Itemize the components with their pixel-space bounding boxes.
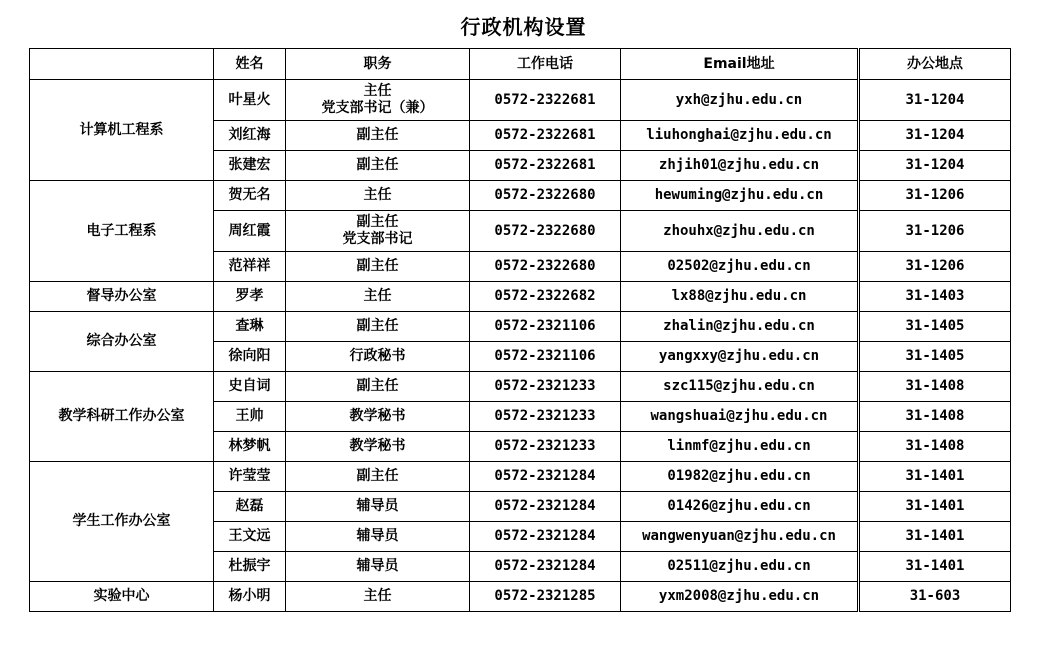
email-cell: 02511@zjhu.edu.cn bbox=[621, 552, 859, 582]
table-row bbox=[30, 372, 1011, 402]
email-cell: yangxxy@zjhu.edu.cn bbox=[621, 342, 859, 372]
table-row bbox=[30, 582, 1011, 612]
phone-cell: 0572-2321284 bbox=[470, 492, 621, 522]
header-name: 姓名 bbox=[214, 49, 286, 80]
role-secondary-text: 党支部书记（兼） bbox=[321, 100, 434, 116]
name-cell: 查琳 bbox=[214, 312, 286, 342]
role-cell bbox=[286, 462, 470, 492]
header-office: 办公地点 bbox=[859, 49, 1011, 80]
name-cell: 王帅 bbox=[214, 402, 286, 432]
email-cell: 02502@zjhu.edu.cn bbox=[621, 252, 859, 282]
name-cell: 林梦帆 bbox=[214, 432, 286, 462]
name-cell: 刘红海 bbox=[214, 121, 286, 151]
email-cell: wangshuai@zjhu.edu.cn bbox=[621, 402, 859, 432]
phone-cell: 0572-2321284 bbox=[470, 522, 621, 552]
office-cell: 31-1401 bbox=[859, 522, 1011, 552]
role-text: 主任 bbox=[363, 187, 392, 203]
page-title: 行政机构设置 bbox=[460, 15, 587, 39]
phone-cell: 0572-2322680 bbox=[470, 181, 621, 211]
email-cell: yxm2008@zjhu.edu.cn bbox=[621, 582, 859, 612]
office-cell: 31-1401 bbox=[859, 462, 1011, 492]
name-cell: 张建宏 bbox=[214, 151, 286, 181]
name-cell: 王文远 bbox=[214, 522, 286, 552]
role-text: 主任 bbox=[363, 288, 392, 304]
name-cell: 罗孝 bbox=[214, 282, 286, 312]
header-phone: 工作电话 bbox=[470, 49, 621, 80]
dept-cell: 督导办公室 bbox=[30, 282, 214, 312]
email-cell: yxh@zjhu.edu.cn bbox=[621, 80, 859, 121]
email-cell: hewuming@zjhu.edu.cn bbox=[621, 181, 859, 211]
email-cell: linmf@zjhu.edu.cn bbox=[621, 432, 859, 462]
role-cell bbox=[286, 372, 470, 402]
name-cell: 徐向阳 bbox=[214, 342, 286, 372]
role-text: 副主任 bbox=[356, 214, 399, 230]
header-email: Email地址 bbox=[621, 49, 859, 80]
email-cell: wangwenyuan@zjhu.edu.cn bbox=[621, 522, 859, 552]
office-cell: 31-1401 bbox=[859, 552, 1011, 582]
phone-cell: 0572-2321106 bbox=[470, 312, 621, 342]
name-cell: 贺无名 bbox=[214, 181, 286, 211]
role-cell bbox=[286, 80, 470, 121]
dept-cell: 教学科研工作办公室 bbox=[30, 372, 214, 462]
email-cell: zhouhx@zjhu.edu.cn bbox=[621, 211, 859, 252]
email-cell: szc115@zjhu.edu.cn bbox=[621, 372, 859, 402]
office-cell: 31-1204 bbox=[859, 121, 1011, 151]
role-text: 副主任 bbox=[356, 127, 399, 143]
name-cell: 许莹莹 bbox=[214, 462, 286, 492]
role-text: 辅导员 bbox=[356, 498, 399, 514]
role-cell bbox=[286, 432, 470, 462]
office-cell: 31-603 bbox=[859, 582, 1011, 612]
role-cell bbox=[286, 181, 470, 211]
phone-cell: 0572-2321233 bbox=[470, 372, 621, 402]
role-text: 副主任 bbox=[356, 258, 399, 274]
phone-cell: 0572-2322680 bbox=[470, 211, 621, 252]
role-cell bbox=[286, 252, 470, 282]
dept-cell: 计算机工程系 bbox=[30, 80, 214, 181]
role-text: 教学秘书 bbox=[349, 408, 406, 424]
office-cell: 31-1204 bbox=[859, 80, 1011, 121]
role-cell bbox=[286, 522, 470, 552]
role-cell bbox=[286, 552, 470, 582]
role-secondary-text: 党支部书记 bbox=[342, 231, 413, 247]
table-row bbox=[30, 282, 1011, 312]
role-cell bbox=[286, 121, 470, 151]
office-cell: 31-1408 bbox=[859, 402, 1011, 432]
header-role: 职务 bbox=[286, 49, 470, 80]
office-cell: 31-1403 bbox=[859, 282, 1011, 312]
email-cell: lx88@zjhu.edu.cn bbox=[621, 282, 859, 312]
email-cell: zhalin@zjhu.edu.cn bbox=[621, 312, 859, 342]
office-cell: 31-1206 bbox=[859, 252, 1011, 282]
dept-cell: 电子工程系 bbox=[30, 181, 214, 282]
email-cell: 01426@zjhu.edu.cn bbox=[621, 492, 859, 522]
office-cell: 31-1204 bbox=[859, 151, 1011, 181]
office-cell: 31-1206 bbox=[859, 211, 1011, 252]
table-body bbox=[30, 80, 1011, 612]
role-text: 副主任 bbox=[356, 378, 399, 394]
role-text: 副主任 bbox=[356, 318, 399, 334]
phone-cell: 0572-2321284 bbox=[470, 462, 621, 492]
email-cell: 01982@zjhu.edu.cn bbox=[621, 462, 859, 492]
role-cell bbox=[286, 402, 470, 432]
role-text: 辅导员 bbox=[356, 558, 399, 574]
phone-cell: 0572-2321233 bbox=[470, 432, 621, 462]
phone-cell: 0572-2322682 bbox=[470, 282, 621, 312]
office-cell: 31-1405 bbox=[859, 312, 1011, 342]
email-cell: liuhonghai@zjhu.edu.cn bbox=[621, 121, 859, 151]
table-row bbox=[30, 80, 1011, 121]
role-cell bbox=[286, 342, 470, 372]
header-dept bbox=[30, 49, 214, 80]
phone-cell: 0572-2322680 bbox=[470, 252, 621, 282]
phone-cell: 0572-2321106 bbox=[470, 342, 621, 372]
phone-cell: 0572-2321285 bbox=[470, 582, 621, 612]
role-text: 辅导员 bbox=[356, 528, 399, 544]
name-cell: 赵磊 bbox=[214, 492, 286, 522]
admin-table bbox=[29, 48, 1011, 612]
dept-cell: 实验中心 bbox=[30, 582, 214, 612]
table-row bbox=[30, 181, 1011, 211]
role-text: 主任 bbox=[363, 83, 392, 99]
table-row bbox=[30, 462, 1011, 492]
role-text: 教学秘书 bbox=[349, 438, 406, 454]
table-row bbox=[30, 312, 1011, 342]
name-cell: 杜振宇 bbox=[214, 552, 286, 582]
office-cell: 31-1206 bbox=[859, 181, 1011, 211]
name-cell: 周红霞 bbox=[214, 211, 286, 252]
name-cell: 史自词 bbox=[214, 372, 286, 402]
dept-cell: 学生工作办公室 bbox=[30, 462, 214, 582]
role-text: 主任 bbox=[363, 588, 392, 604]
office-cell: 31-1405 bbox=[859, 342, 1011, 372]
role-cell bbox=[286, 582, 470, 612]
name-cell: 叶星火 bbox=[214, 80, 286, 121]
phone-cell: 0572-2321233 bbox=[470, 402, 621, 432]
role-cell bbox=[286, 282, 470, 312]
role-cell bbox=[286, 211, 470, 252]
role-text: 副主任 bbox=[356, 157, 399, 173]
office-cell: 31-1408 bbox=[859, 432, 1011, 462]
name-cell: 范祥祥 bbox=[214, 252, 286, 282]
phone-cell: 0572-2322681 bbox=[470, 121, 621, 151]
role-cell bbox=[286, 151, 470, 181]
role-cell bbox=[286, 492, 470, 522]
name-cell: 杨小明 bbox=[214, 582, 286, 612]
phone-cell: 0572-2322681 bbox=[470, 80, 621, 121]
office-cell: 31-1401 bbox=[859, 492, 1011, 522]
phone-cell: 0572-2321284 bbox=[470, 552, 621, 582]
email-cell: zhjih01@zjhu.edu.cn bbox=[621, 151, 859, 181]
dept-cell: 综合办公室 bbox=[30, 312, 214, 372]
phone-cell: 0572-2322681 bbox=[470, 151, 621, 181]
role-text: 行政秘书 bbox=[349, 348, 406, 364]
role-cell bbox=[286, 312, 470, 342]
header-row bbox=[30, 49, 1011, 80]
office-cell: 31-1408 bbox=[859, 372, 1011, 402]
role-text: 副主任 bbox=[356, 468, 399, 484]
